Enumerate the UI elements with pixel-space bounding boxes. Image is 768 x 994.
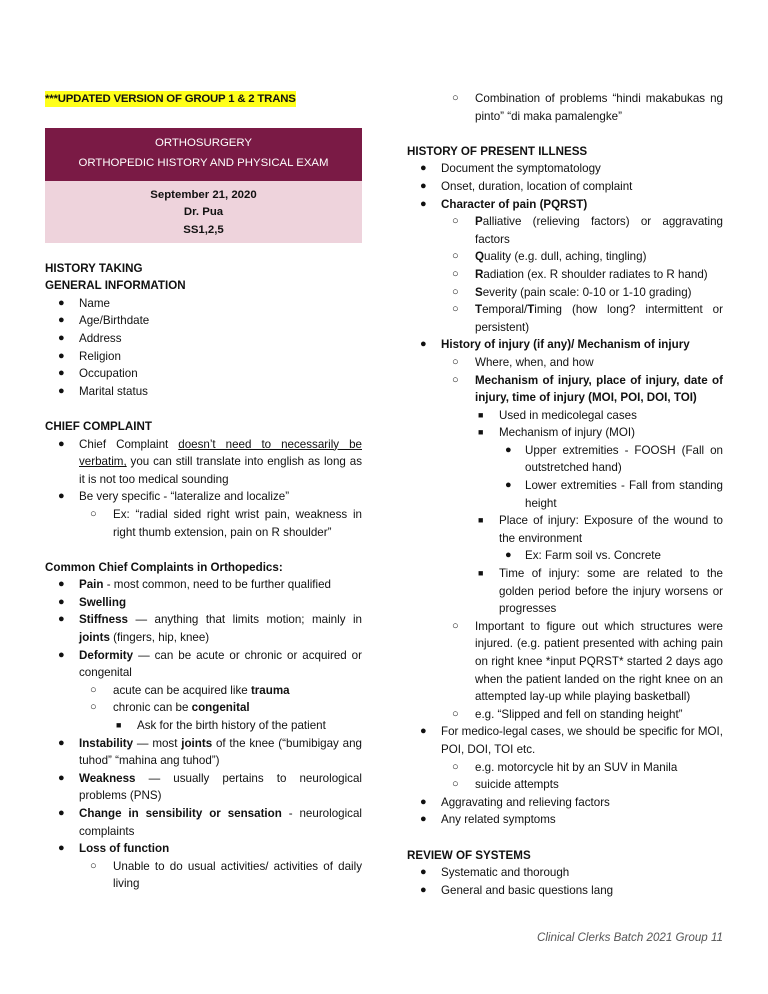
sections: SS1,2,5 <box>183 223 224 236</box>
page-footer: Clinical Clerks Batch 2021 Group 11 <box>536 931 723 944</box>
list-item: ● Swelling <box>45 594 362 612</box>
list-item: ● Systematic and thorough <box>407 864 723 882</box>
bullet-icon: ● <box>420 813 427 826</box>
circle-bullet-icon: ○ <box>452 760 459 773</box>
lecturer: Dr. Pua <box>183 206 224 219</box>
title-block-details <box>45 181 362 243</box>
bullet-icon: ● <box>420 795 427 808</box>
list-item: ● Document the symptomatology <box>407 160 723 178</box>
list-item: ○ Combination of problems “hindi makabukas ng pinto” “di maka pamalengke” <box>452 92 723 123</box>
topic-title: ORTHOPEDIC HISTORY AND PHYSICAL EXAM <box>78 156 329 169</box>
circle-bullet-icon: ○ <box>452 303 459 316</box>
bullet-icon: ● <box>58 595 65 608</box>
square-bullet-icon: ■ <box>116 720 122 731</box>
circle-bullet-icon: ○ <box>452 92 459 104</box>
list-item: ○ Unable to do usual activities/ activities of daily living <box>90 859 362 891</box>
bullet-icon: ● <box>58 490 65 503</box>
list-item: ● For medico-legal cases, we should be specific for MOI, POI, DOI, TOI etc. <box>420 725 723 756</box>
list-item: ● History of injury (if any)/ Mechanism of injury <box>407 336 723 354</box>
list-item: ● Character of pain (PQRST) <box>407 196 723 214</box>
chief-complaint-list <box>45 436 362 542</box>
bullet-icon: ● <box>420 338 427 351</box>
list-item: ● Onset, duration, location of complaint <box>407 178 723 196</box>
circle-bullet-icon: ○ <box>452 355 459 368</box>
bullet-icon: ● <box>58 314 65 327</box>
circle-bullet-icon: ○ <box>90 859 97 872</box>
list-item: ■ Mechanism of injury (MOI) <box>407 424 723 442</box>
bullet-icon: ● <box>58 771 65 784</box>
circle-bullet-icon: ○ <box>452 285 459 298</box>
bullet-icon: ● <box>505 479 512 492</box>
list-item: ● Aggravating and relieving factors <box>407 794 723 812</box>
list-item: ● Change in sensibility or sensation - neurological complaints <box>58 807 363 838</box>
list-item: ● Upper extremities - FOOSH (Fall on outstretched hand) <box>505 443 723 475</box>
list-item: ● Deformity — can be acute or chronic or acquired or congenital <box>58 648 362 680</box>
bullet-icon: ● <box>58 807 65 819</box>
bullet-icon: ● <box>420 179 427 192</box>
ros-list <box>407 864 723 899</box>
square-bullet-icon: ■ <box>478 515 484 526</box>
list-item: ● Weakness — usually pertains to neurological problems (PNS) <box>58 771 362 803</box>
course-title: ORTHOSURGERY <box>154 136 253 149</box>
list-item: ○ Where, when, and how <box>407 354 723 372</box>
ros-heading: REVIEW OF SYSTEMS <box>407 848 531 862</box>
list-item: ● Any related symptoms <box>407 811 723 829</box>
common-complaints-list <box>45 576 362 893</box>
list-item: ■ Used in medicolegal cases <box>407 407 723 425</box>
list-item: ○ chronic can be congenital <box>45 699 362 717</box>
circle-bullet-icon: ○ <box>452 215 459 228</box>
bullet-icon: ● <box>420 197 427 210</box>
circle-bullet-icon: ○ <box>90 507 97 520</box>
list-item: ○ acute can be acquired like trauma <box>45 682 362 700</box>
circle-bullet-icon: ○ <box>452 267 459 280</box>
bullet-icon: ● <box>58 296 65 309</box>
update-banner: ***UPDATED VERSION OF GROUP 1 & 2 TRANS <box>45 93 296 105</box>
list-item: ● Marital status <box>45 383 362 401</box>
list-item: ● Name <box>45 295 362 313</box>
list-item: ● Lower extremities - Fall from standing height <box>505 479 723 510</box>
title-block-header <box>45 128 362 181</box>
circle-bullet-icon: ○ <box>452 373 459 386</box>
square-bullet-icon: ■ <box>478 568 484 579</box>
list-item: ○ Important to figure out which structures were injured. (e.g. patient presented with aching pain on right knee *input PQRST* started 2 days ago when the patient landed on the right knee on an attempted lay-up while playing basketball) <box>452 619 723 704</box>
circle-bullet-icon: ○ <box>452 778 459 791</box>
square-bullet-icon: ■ <box>478 409 484 420</box>
list-item: ○ Quality (e.g. dull, aching, tingling) <box>407 248 723 266</box>
bullet-icon: ● <box>58 736 65 749</box>
list-item: ○ Temporal/Timing (how long? intermittent or persistent) <box>452 303 723 334</box>
list-item: ■ Time of injury: some are related to the golden period before the injury worsens or progresses <box>478 567 723 616</box>
list-item: ● Religion <box>45 348 362 366</box>
square-bullet-icon: ■ <box>478 427 484 438</box>
bullet-icon: ● <box>58 578 65 591</box>
list-item: ● Pain - most common, need to be further qualified <box>45 576 362 594</box>
list-item: ■ Place of injury: Exposure of the wound to the environment <box>478 514 723 545</box>
circle-bullet-icon: ○ <box>452 707 459 720</box>
list-item: ● Age/Birthdate <box>45 312 362 330</box>
bullet-icon: ● <box>420 725 427 738</box>
bullet-icon: ● <box>420 162 427 175</box>
hpi-heading: HISTORY OF PRESENT ILLNESS <box>407 144 588 158</box>
general-info-list <box>45 295 362 401</box>
circle-bullet-icon: ○ <box>90 683 97 696</box>
list-item: ● Chief Complaint doesn’t need to necessarily be verbatim, you can still translate into english as long as it is not too medical sounding <box>58 437 362 486</box>
bullet-icon: ● <box>58 437 65 450</box>
list-item: ● Occupation <box>45 365 362 383</box>
bullet-icon: ● <box>420 866 427 879</box>
bullet-icon: ● <box>58 367 65 380</box>
general-info-heading: GENERAL INFORMATION <box>45 279 186 293</box>
circle-bullet-icon: ○ <box>452 619 459 632</box>
list-item: ○ Severity (pain scale: 0-10 or 1-10 grading) <box>407 284 723 302</box>
bullet-icon: ● <box>505 443 512 456</box>
list-item: ○ suicide attempts <box>407 776 723 794</box>
list-item: ● Instability — most joints of the knee (“bumibigay ang tuhod” “mahina ang tuhod”) <box>58 736 362 768</box>
list-item: ○ e.g. motorcycle hit by an SUV in Manila <box>407 759 723 777</box>
bullet-icon: ● <box>58 331 65 344</box>
lecture-date: September 21, 2020 <box>150 188 257 201</box>
title-block <box>45 128 362 243</box>
list-item: ○ Radiation (ex. R shoulder radiates to R hand) <box>407 266 723 284</box>
list-item: ○ Palliative (relieving factors) or aggravating factors <box>452 215 723 246</box>
list-item: ● Be very specific - “lateralize and localize” <box>45 488 362 506</box>
chief-complaint-heading: CHIEF COMPLAINT <box>45 419 152 433</box>
bullet-icon: ● <box>58 349 65 362</box>
list-item: ● Loss of function <box>45 840 362 858</box>
list-item: ● Address <box>45 330 362 348</box>
bullet-icon: ● <box>58 842 65 855</box>
left-column <box>45 90 362 893</box>
common-complaints-heading: Common Chief Complaints in Orthopedics: <box>45 560 283 574</box>
list-item: ● General and basic questions lang <box>407 882 723 900</box>
bullet-icon: ● <box>420 883 427 896</box>
bullet-icon: ● <box>58 384 65 397</box>
bullet-icon: ● <box>505 549 512 562</box>
bullet-icon: ● <box>58 648 65 661</box>
list-item: ■ Ask for the birth history of the patient <box>45 717 362 735</box>
combination-list <box>407 90 723 125</box>
list-item: ● Ex: Farm soil vs. Concrete <box>407 547 723 565</box>
list-item: ○ Mechanism of injury, place of injury, date of injury, time of injury (MOI, POI, DOI, TOI) <box>452 373 723 405</box>
hpi-list <box>407 160 723 829</box>
circle-bullet-icon: ○ <box>90 701 97 714</box>
list-item: ○ Ex: “radial sided right wrist pain, weakness in right thumb extension, pain on R shoulder” <box>90 507 362 539</box>
list-item: ○ e.g. “Slipped and fell on standing height” <box>407 706 723 724</box>
history-taking-heading: HISTORY TAKING <box>45 261 143 275</box>
right-column <box>407 90 723 899</box>
list-item: ● Stiffness — anything that limits motion; mainly in joints (fingers, hip, knee) <box>58 613 362 645</box>
circle-bullet-icon: ○ <box>452 250 459 263</box>
bullet-icon: ● <box>58 613 65 626</box>
